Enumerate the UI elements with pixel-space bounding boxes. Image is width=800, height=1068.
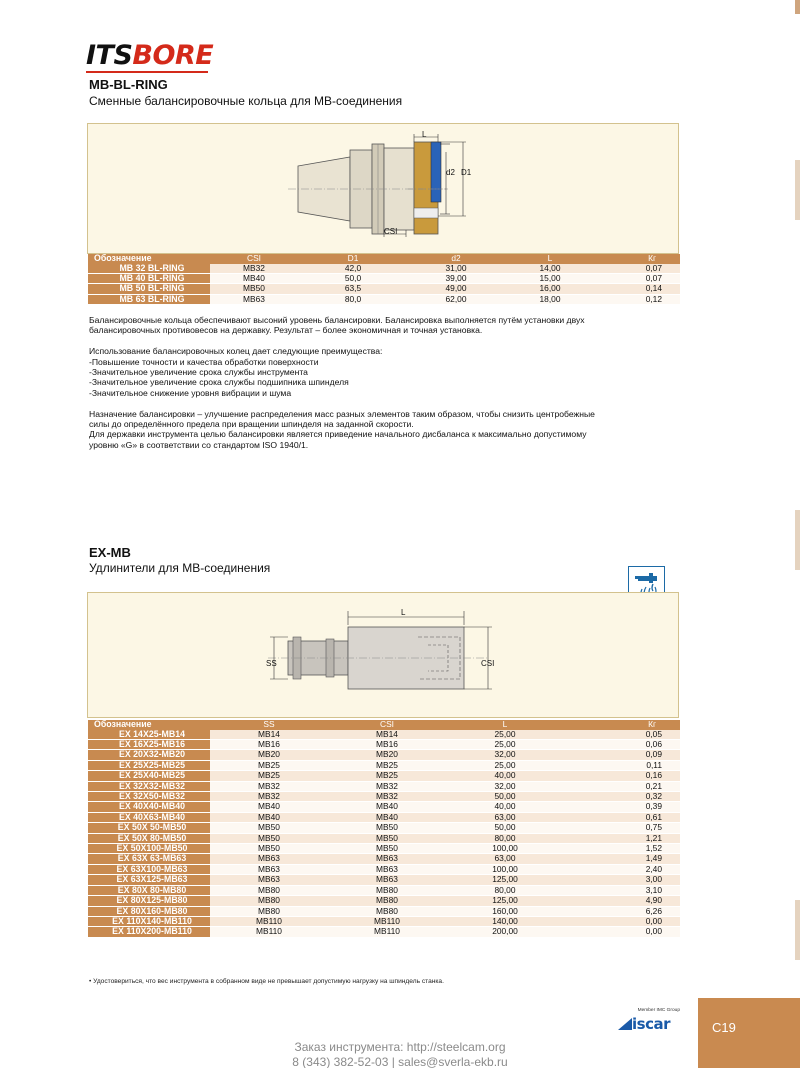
balancing-ring-figure [87, 123, 679, 254]
itsbore-logo: ITSBORE [86, 40, 214, 71]
description-line [89, 336, 689, 346]
table-cell: MB25 [328, 771, 446, 781]
table-row [88, 294, 680, 304]
table-cell: 4,90 [564, 896, 680, 906]
table-cell: MB63 [210, 294, 298, 304]
table-cell: 0,09 [564, 750, 680, 760]
table-cell: MB80 [328, 885, 446, 895]
footer-line2: 8 (343) 382-52-03 | sales@sverla-ekb.ru [292, 1055, 508, 1068]
table-cell: 1,52 [564, 844, 680, 854]
table-cell: MB40 [210, 812, 328, 822]
table-cell: 3,10 [564, 885, 680, 895]
table-cell: 0,00 [564, 916, 680, 926]
section2-subtitle: Удлинители для MB-соединения [89, 561, 271, 575]
table-cell: MB40 [210, 274, 298, 284]
table-cell: 25,00 [446, 760, 564, 770]
table-row [88, 864, 680, 874]
item-designation: EX 110X140-MB110 [88, 916, 210, 926]
table-cell: 0,32 [564, 792, 680, 802]
table-row [88, 730, 680, 740]
table-cell: MB80 [328, 906, 446, 916]
table-cell: MB25 [210, 760, 328, 770]
table-cell: 0,12 [596, 294, 680, 304]
table-cell: 80,00 [446, 885, 564, 895]
section1-title: MB-BL-RING [89, 77, 168, 92]
table-row [88, 771, 680, 781]
table-cell: MB16 [210, 740, 328, 750]
table-cell: MB50 [210, 284, 298, 294]
page-edge-tab [795, 510, 800, 570]
table-cell: MB50 [210, 844, 328, 854]
dim-label-D1: D1 [461, 168, 472, 177]
table-cell: MB32 [328, 792, 446, 802]
table-cell: 6,26 [564, 906, 680, 916]
item-designation: MB 63 BL-RING [88, 294, 210, 304]
col-header: L [446, 720, 564, 730]
item-designation: EX 50X 80-MB50 [88, 833, 210, 843]
table-cell: MB80 [210, 906, 328, 916]
table-cell: MB80 [328, 896, 446, 906]
page-number-tab [698, 998, 800, 1068]
item-designation: MB 50 BL-RING [88, 284, 210, 294]
table-cell: MB50 [328, 844, 446, 854]
table-row [88, 760, 680, 770]
item-designation: EX 63X100-MB63 [88, 864, 210, 874]
table-cell: 0,21 [564, 781, 680, 791]
table-row [88, 844, 680, 854]
table-cell: 25,00 [446, 740, 564, 750]
table-cell: 0,75 [564, 823, 680, 833]
table-cell: MB14 [210, 730, 328, 740]
table-cell: 49,00 [408, 284, 504, 294]
col-header: SS [210, 720, 328, 730]
table-cell: 0,16 [564, 771, 680, 781]
table-cell: MB50 [328, 823, 446, 833]
ex-mb-table [88, 720, 680, 938]
description-line: -Повышение точности и качества обработки поверхности [89, 356, 319, 367]
item-designation: EX 40X63-MB40 [88, 812, 210, 822]
table-row [88, 906, 680, 916]
member-imc-text: Member IMC Group [637, 1008, 680, 1013]
table-cell: 3,00 [564, 875, 680, 885]
item-designation: EX 16X25-MB16 [88, 740, 210, 750]
table-cell: MB110 [210, 916, 328, 926]
col-header: CSI [210, 254, 298, 264]
description-line: Для державки инструмента целью балансировки является приведение начального дисбаланса к максимально допустимому [89, 429, 587, 440]
table-cell: 14,00 [504, 264, 596, 274]
col-header: D1 [298, 254, 408, 264]
table-cell: MB63 [328, 864, 446, 874]
table-row [88, 885, 680, 895]
item-designation: EX 63X 63-MB63 [88, 854, 210, 864]
dim-label-SS: SS [266, 659, 277, 668]
table-cell: MB110 [328, 927, 446, 937]
description-line: Назначение балансировки – улучшение распределения масс разных элементов таким образом, чтобы снизить центробежные [89, 408, 595, 419]
page-edge-tab [795, 0, 800, 14]
table-row [88, 750, 680, 760]
col-header: Обозначение [88, 254, 210, 264]
col-header: Кг [596, 254, 680, 264]
item-designation: EX 80X 80-MB80 [88, 885, 210, 895]
item-designation: EX 63X125-MB63 [88, 875, 210, 885]
table-row [88, 740, 680, 750]
col-header: Кг [564, 720, 680, 730]
dim-label-CSI: CSI [384, 227, 398, 236]
table-cell: 1,49 [564, 854, 680, 864]
logo-underline [86, 71, 208, 73]
table-cell: MB16 [328, 740, 446, 750]
table-cell: 39,00 [408, 274, 504, 284]
table-cell: 0,11 [564, 760, 680, 770]
item-designation: EX 50X 50-MB50 [88, 823, 210, 833]
table-row [88, 802, 680, 812]
table-cell: 100,00 [446, 864, 564, 874]
table-cell: 0,14 [596, 284, 680, 294]
table-cell: MB32 [210, 792, 328, 802]
item-designation: EX 25X25-MB25 [88, 760, 210, 770]
table-cell: MB20 [328, 750, 446, 760]
description-line: Использование балансировочных колец дает следующие преимущества: [89, 346, 383, 357]
table-cell: 0,07 [596, 274, 680, 284]
table-cell: 40,00 [446, 771, 564, 781]
weight-note: • Удостовериться, что вес инструмента в собранном виде не превышает допустимую нагрузку на шпиндель станка. [89, 978, 444, 985]
iscar-logo [618, 1008, 680, 1036]
page-edge-tab [795, 160, 800, 220]
description-line: Балансировочные кольца обеспечивают высоний уровень балансировки. Балансировка выполняется путём установки двух [89, 315, 585, 325]
table-cell: MB63 [328, 854, 446, 864]
item-designation: EX 32X32-MB32 [88, 781, 210, 791]
table-row [88, 792, 680, 802]
table-row [88, 264, 680, 274]
table-row [88, 854, 680, 864]
table-cell: MB63 [210, 875, 328, 885]
table-cell: 80,00 [446, 833, 564, 843]
description-line: -Значительное увеличение срока службы инструмента [89, 367, 308, 378]
description-line [89, 398, 689, 408]
table-cell: 32,00 [446, 781, 564, 791]
table-cell: MB32 [210, 781, 328, 791]
table-cell: 0,06 [564, 740, 680, 750]
table-cell: MB14 [328, 730, 446, 740]
table-cell: MB32 [328, 781, 446, 791]
iscar-mark-icon [618, 1016, 632, 1032]
table-cell: 200,00 [446, 927, 564, 937]
footer-line1: Заказ инструмента: http://steelcam.org [294, 1040, 506, 1054]
item-designation: EX 25X40-MB25 [88, 771, 210, 781]
table-cell: MB40 [328, 802, 446, 812]
table-cell: 50,00 [446, 792, 564, 802]
table-cell: MB40 [210, 802, 328, 812]
table-cell: 80,0 [298, 294, 408, 304]
table-cell: MB110 [210, 927, 328, 937]
table-cell: MB20 [210, 750, 328, 760]
item-designation: MB 32 BL-RING [88, 264, 210, 274]
table-cell: 40,00 [446, 802, 564, 812]
table-row [88, 833, 680, 843]
item-designation: EX 50X100-MB50 [88, 844, 210, 854]
table-cell: MB50 [210, 823, 328, 833]
table-cell: 63,00 [446, 812, 564, 822]
dim-label-L: L [422, 130, 427, 139]
table-cell: 2,40 [564, 864, 680, 874]
item-designation: EX 40X40-MB40 [88, 802, 210, 812]
description-line: уровню «G» в соответствии со стандартом ISO 1940/1. [89, 439, 309, 450]
extension-drawing [88, 593, 680, 719]
dim-label-CSI: CSI [481, 659, 495, 668]
table-cell: 18,00 [504, 294, 596, 304]
description-line: силы до определённого предела при вращении шпинделя на заданной скорости. [89, 419, 414, 430]
description-line: балансировочных противовесов на державку. Результат – более экономичная и точная установка. [89, 325, 483, 336]
table-cell: 0,05 [564, 730, 680, 740]
table-cell: 125,00 [446, 875, 564, 885]
table-row [88, 812, 680, 822]
extension-figure [87, 592, 679, 718]
table-cell: 16,00 [504, 284, 596, 294]
section2-title: EX-MB [89, 545, 131, 560]
table-cell: MB63 [328, 875, 446, 885]
table-cell: 25,00 [446, 730, 564, 740]
col-header: L [504, 254, 596, 264]
dim-label-d2: d2 [446, 168, 455, 177]
table-cell: 125,00 [446, 896, 564, 906]
item-designation: EX 14X25-MB14 [88, 730, 210, 740]
col-header: Обозначение [88, 720, 210, 730]
table-cell: MB63 [210, 864, 328, 874]
table-row [88, 781, 680, 791]
description-line: -Значительное снижение уровня вибрации и шума [89, 387, 292, 398]
table-cell: MB50 [210, 833, 328, 843]
table-cell: MB50 [328, 833, 446, 843]
page-edge-tab [795, 900, 800, 960]
page-number: C19 [712, 1020, 736, 1035]
table-cell: 0,39 [564, 802, 680, 812]
item-designation: EX 110X200-MB110 [88, 927, 210, 937]
table-cell: MB63 [210, 854, 328, 864]
table-cell: 100,00 [446, 844, 564, 854]
col-header: d2 [408, 254, 504, 264]
table-cell: 63,5 [298, 284, 408, 294]
table-cell: MB40 [328, 812, 446, 822]
dim-label-L: L [401, 608, 406, 617]
table-cell: MB25 [210, 771, 328, 781]
table-cell: MB80 [210, 896, 328, 906]
col-header: CSI [328, 720, 446, 730]
table-cell: MB25 [328, 760, 446, 770]
section1-subtitle: Сменные балансировочные кольца для MB-соединения [89, 94, 403, 108]
table-cell: 42,0 [298, 264, 408, 274]
table-header-row [88, 720, 680, 730]
table-cell: 0,07 [596, 264, 680, 274]
table-cell: 15,00 [504, 274, 596, 284]
table-cell: 0,00 [564, 927, 680, 937]
table-header-row [88, 254, 680, 264]
mb-bl-ring-table [88, 254, 680, 305]
table-cell: 50,00 [446, 823, 564, 833]
table-cell: MB110 [328, 916, 446, 926]
item-designation: EX 80X160-MB80 [88, 906, 210, 916]
table-cell: 0,61 [564, 812, 680, 822]
table-row [88, 274, 680, 284]
table-cell: MB80 [210, 885, 328, 895]
table-row [88, 927, 680, 937]
table-row [88, 875, 680, 885]
table-row [88, 284, 680, 294]
item-designation: EX 20X32-MB20 [88, 750, 210, 760]
description-line: -Значительное увеличение срока службы подшипника шпинделя [89, 377, 349, 388]
table-row [88, 916, 680, 926]
table-cell: MB32 [210, 264, 298, 274]
item-designation: EX 32X50-MB32 [88, 792, 210, 802]
table-row [88, 823, 680, 833]
table-cell: 140,00 [446, 916, 564, 926]
table-cell: 62,00 [408, 294, 504, 304]
table-cell: 160,00 [446, 906, 564, 916]
item-designation: EX 80X125-MB80 [88, 896, 210, 906]
table-cell: 31,00 [408, 264, 504, 274]
item-designation: MB 40 BL-RING [88, 274, 210, 284]
table-cell: 50,0 [298, 274, 408, 284]
table-row [88, 896, 680, 906]
table-cell: 32,00 [446, 750, 564, 760]
table-cell: 1,21 [564, 833, 680, 843]
iscar-wordmark: iscar [632, 1015, 670, 1033]
table-cell: 63,00 [446, 854, 564, 864]
section1-description [89, 315, 689, 450]
